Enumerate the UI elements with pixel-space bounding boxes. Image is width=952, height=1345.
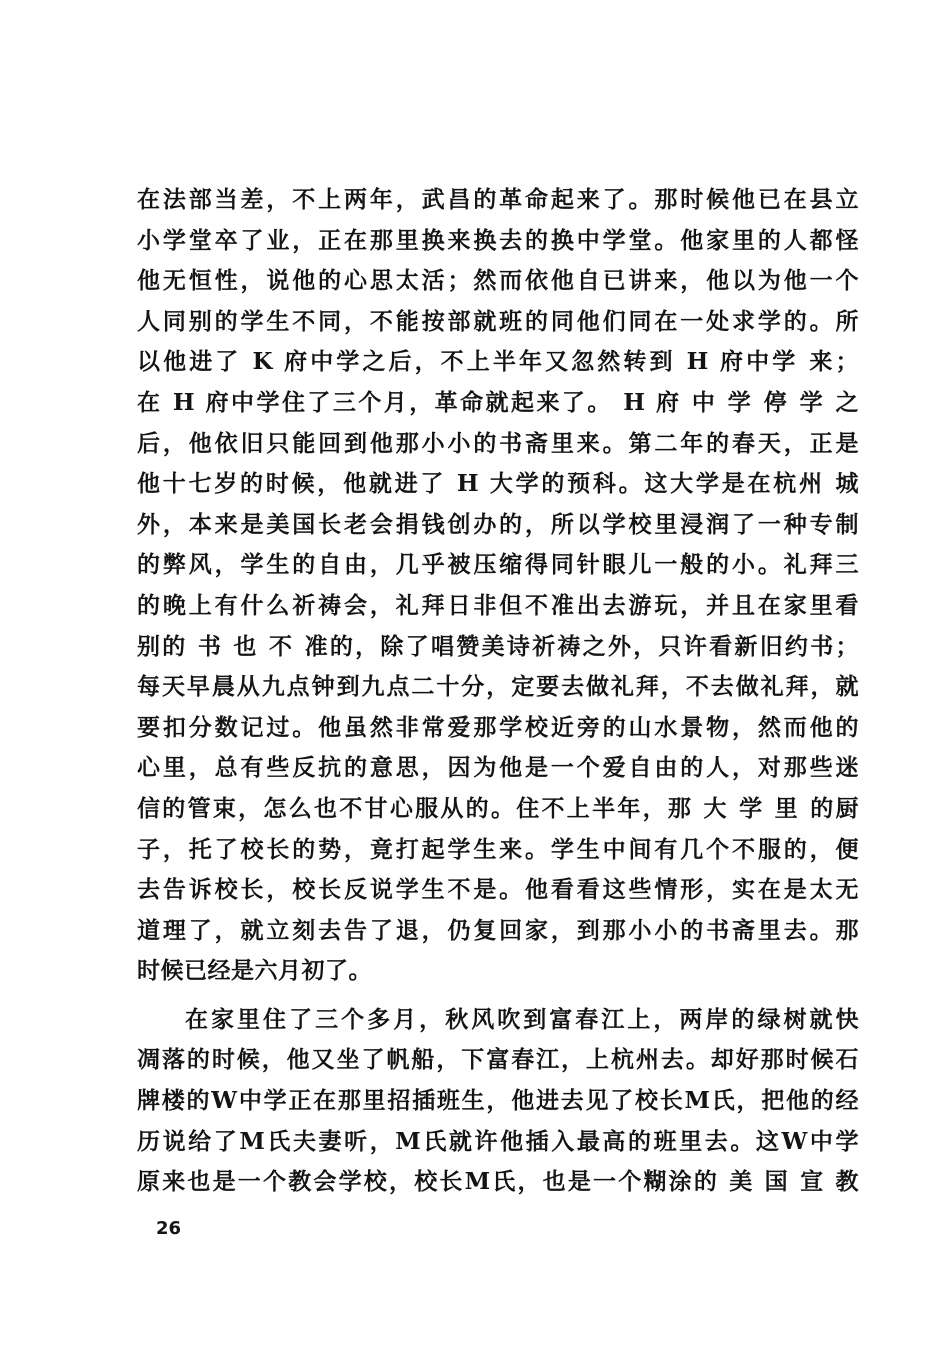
text-line: 他十七岁的时候，他就进了 H 大学的预科。这大学是在杭州 城 bbox=[137, 470, 859, 498]
text-line: 后，他依旧只能回到他那小小的书斋里来。第二年的春天，正是 bbox=[137, 429, 859, 457]
text-line: 在 H 府中学住了三个月，革命就起来了。 H 府 中 学 停 学 之 bbox=[137, 388, 859, 416]
text-line: 每天早晨从九点钟到九点二十分，定要去做礼拜，不去做礼拜，就 bbox=[137, 673, 859, 701]
text-line: 的弊风，学生的自由，几乎被压缩得同针眼儿一般的小。礼拜三 bbox=[137, 551, 859, 579]
text-line: 牌楼的W中学正在那里招插班生，他进去见了校长M氏，把他的经 bbox=[137, 1087, 859, 1115]
text-line: 在家里住了三个多月，秋风吹到富春江上，两岸的绿树就快 bbox=[185, 1005, 859, 1033]
text-line: 子，托了校长的势，竟打起学生来。学生中间有几个不服的，便 bbox=[137, 835, 859, 863]
text-line: 以他进了 K 府中学之后，不上半年又忽然转到 H 府中学 来； bbox=[137, 348, 859, 376]
text-line: 道理了，就立刻去告了退，仍复回家，到那小小的书斋里去。那 bbox=[137, 916, 859, 944]
text-line: 历说给了M氏夫妻听，M氏就许他插入最高的班里去。这W中学 bbox=[137, 1127, 859, 1155]
text-line: 要扣分数记过。他虽然非常爱那学校近旁的山水景物，然而他的 bbox=[137, 713, 859, 741]
paragraph-1 bbox=[137, 180, 859, 992]
text-line: 他无恒性，说他的心思太活；然而依他自已讲来，他以为他一个 bbox=[137, 267, 859, 295]
text-line: 外，本来是美国长老会捐钱创办的，所以学校里浸润了一种专制 bbox=[137, 510, 859, 538]
text-line: 时候已经是六月初了。 bbox=[137, 957, 372, 985]
paragraph-gap bbox=[137, 992, 859, 1000]
text-line: 别的 书 也 不 准的，除了唱赞美诗祈祷之外，只许看新旧约书； bbox=[137, 632, 859, 660]
text-line: 心里，总有些反抗的意思，因为他是一个爱自由的人，对那些迷 bbox=[137, 754, 859, 782]
text-line: 信的管束，怎么也不甘心服从的。住不上半年，那 大 学 里 的厨 bbox=[137, 794, 859, 822]
paragraph-2 bbox=[137, 1000, 859, 1203]
text-line: 人同别的学生不同，不能按部就班的同他们同在一处求学的。所 bbox=[137, 307, 859, 335]
text-line: 的晚上有什么祈祷会，礼拜日非但不准出去游玩，并且在家里看 bbox=[137, 591, 859, 619]
page-number: 26 bbox=[156, 1218, 182, 1239]
text-line: 凋落的时候，他又坐了帆船，下富春江，上杭州去。却好那时候石 bbox=[137, 1046, 859, 1074]
text-line: 原来也是一个教会学校，校长M氏，也是一个糊涂的 美 国 宣 教 bbox=[137, 1168, 859, 1196]
text-line: 小学堂卒了业，正在那里换来换去的换中学堂。他家里的人都怪 bbox=[137, 226, 859, 254]
text-line: 在法部当差，不上两年，武昌的革命起来了。那时候他已在县立 bbox=[137, 186, 859, 213]
text-line: 去告诉校长，校长反说学生不是。他看看这些情形，实在是太无 bbox=[137, 876, 859, 904]
body-text bbox=[137, 180, 859, 1203]
